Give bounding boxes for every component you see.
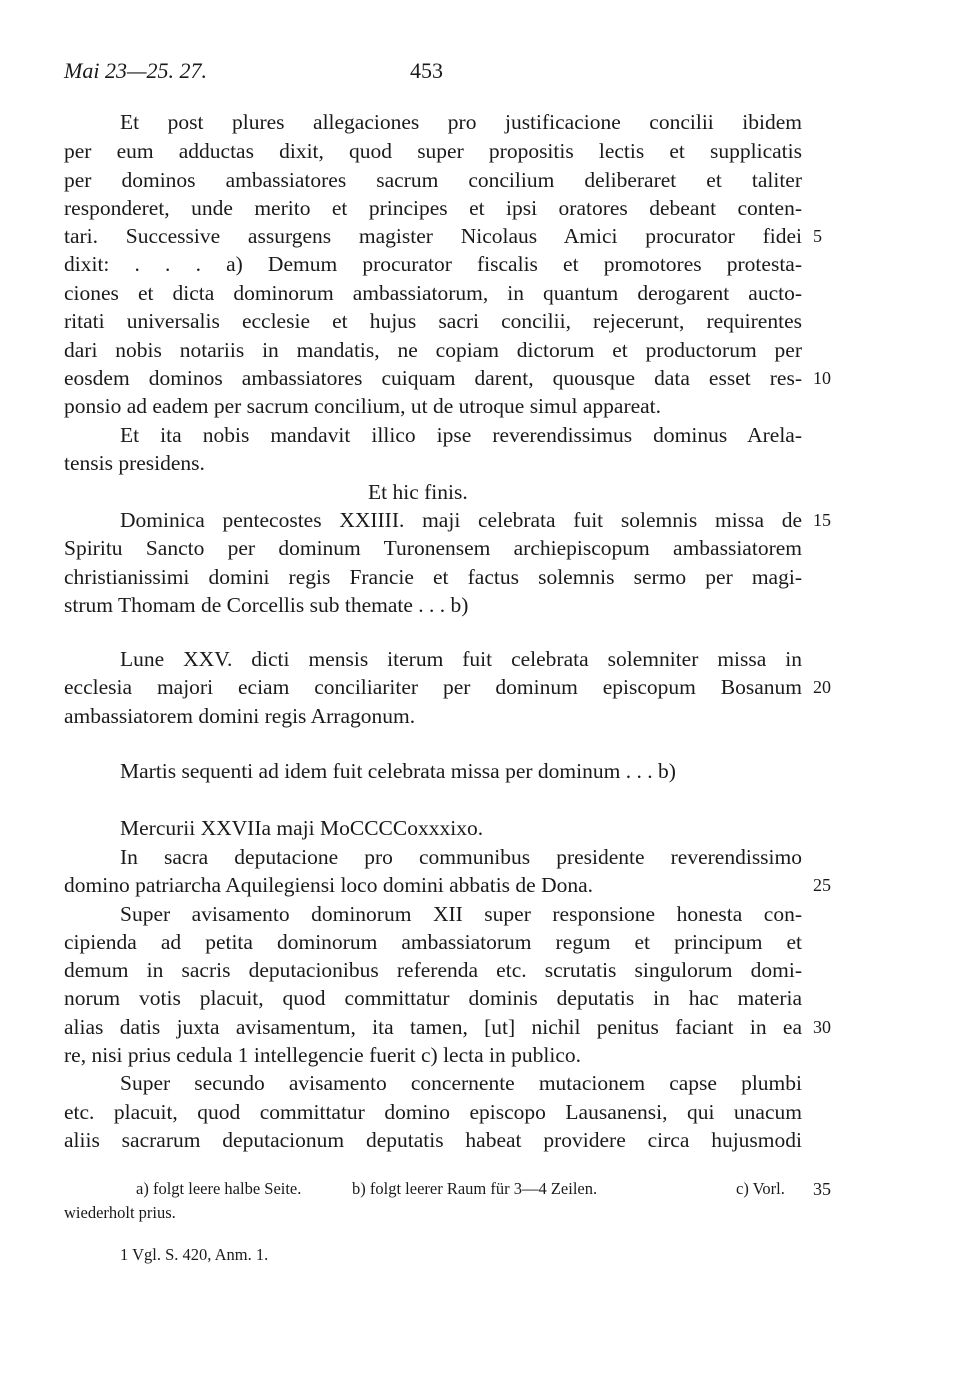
text-line: ciones et dicta dominorum ambassiatorum, in quantum derogarent aucto-	[64, 281, 802, 305]
footnote-line	[64, 1178, 834, 1200]
text-line: etc. placuit, quod committatur domino episcopo Lausanensi, qui unacum	[64, 1100, 802, 1124]
footnote-c-continued: wiederholt prius.	[64, 1203, 176, 1222]
text-line: Mercurii XXVIIa maji MoCCCCoxxxixo.	[120, 816, 484, 840]
text-line: Et hic finis.	[368, 480, 468, 504]
text-line: Et post plures allegaciones pro justificacione concilii ibidem	[120, 110, 802, 134]
text-line: demum in sacris deputacionibus referenda etc. scrutatis singulorum domi-	[64, 958, 802, 982]
running-head: Mai 23—25. 27.	[64, 58, 207, 83]
line-number: 30	[813, 1017, 831, 1037]
line-number: 10	[813, 368, 831, 388]
text-line: tari. Successive assurgens magister Nicolaus Amici procurator fidei	[64, 224, 802, 248]
text-line: alias datis juxta avisamentum, ita tamen, [ut] nichil penitus faciant in ea	[64, 1015, 802, 1039]
text-line: christianissimi domini regis Francie et factus solemnis sermo per magi-	[64, 565, 802, 589]
line-number: 25	[813, 875, 831, 895]
text-line: Lune XXV. dicti mensis iterum fuit celebrata solemniter missa in	[120, 647, 802, 671]
footnote-c: c) Vorl.	[736, 1179, 785, 1198]
text-line: Super avisamento dominorum XII super responsione honesta con-	[120, 902, 802, 926]
text-line: aliis sacrarum deputacionum deputatis habeat providere circa hujusmodi	[64, 1128, 802, 1152]
line-number: 35	[813, 1179, 831, 1199]
line-number: 20	[813, 677, 831, 697]
text-line: Super secundo avisamento concernente mutacionem capse plumbi	[120, 1071, 802, 1095]
text-line: ambassiatorem domini regis Arragonum.	[64, 704, 416, 728]
page-number: 453	[410, 58, 443, 83]
page-header	[64, 58, 804, 90]
footnote-a: a) folgt leere halbe Seite.	[136, 1179, 302, 1198]
text-line: Spiritu Sancto per dominum Turonensem archiepiscopum ambassiatorem	[64, 536, 802, 560]
text-line: norum votis placuit, quod committatur dominis deputatis in hac materia	[64, 986, 802, 1010]
text-line: per eum adductas dixit, quod super propositis lectis et supplicatis	[64, 139, 802, 163]
text-line: Et ita nobis mandavit illico ipse reverendissimus dominus Arela-	[120, 423, 802, 447]
text-line: In sacra deputacione pro communibus presidente reverendissimo	[120, 845, 802, 869]
footnote-b: b) folgt leerer Raum für 3—4 Zeilen.	[352, 1179, 598, 1198]
text-line: per dominos ambassiatores sacrum concilium deliberaret et taliter	[64, 168, 802, 192]
text-line: cipienda ad petita dominorum ambassiatorum regum et principum et	[64, 930, 802, 954]
line-number: 15	[813, 510, 831, 530]
footnote-1: 1 Vgl. S. 420, Anm. 1.	[120, 1245, 269, 1264]
text-line: ponsio ad eadem per sacrum concilium, ut de utroque simul appareat.	[64, 394, 662, 418]
text-line: dari nobis notariis in mandatis, ne copiam dictorum et productorum per	[64, 338, 802, 362]
text-line: tensis presidens.	[64, 451, 205, 475]
line-number: 5	[813, 226, 822, 246]
text-line: Dominica pentecostes XXIIII. maji celebrata fuit solemnis missa de	[120, 508, 802, 532]
text-line: re, nisi prius cedula 1 intellegencie fuerit c) lecta in publico.	[64, 1043, 581, 1067]
text-line: eosdem dominos ambassiatores cuiquam darent, quousque data esset res-	[64, 366, 802, 390]
text-line: strum Thomam de Corcellis sub themate . . . b)	[64, 593, 469, 617]
text-line: ritati universalis ecclesie et hujus sacri concilii, rejecerunt, requirentes	[64, 309, 802, 333]
text-line: responderet, unde merito et principes et ipsi oratores debeant conten-	[64, 196, 802, 220]
text-line: Martis sequenti ad idem fuit celebrata missa per dominum . . . b)	[120, 759, 676, 783]
text-line: domino patriarcha Aquilegiensi loco domini abbatis de Dona.	[64, 873, 594, 897]
text-line: ecclesia majori eciam conciliariter per dominum episcopum Bosanum	[64, 675, 802, 699]
text-line: dixit: . . . a) Demum procurator fiscalis et promotores protesta-	[64, 252, 802, 276]
